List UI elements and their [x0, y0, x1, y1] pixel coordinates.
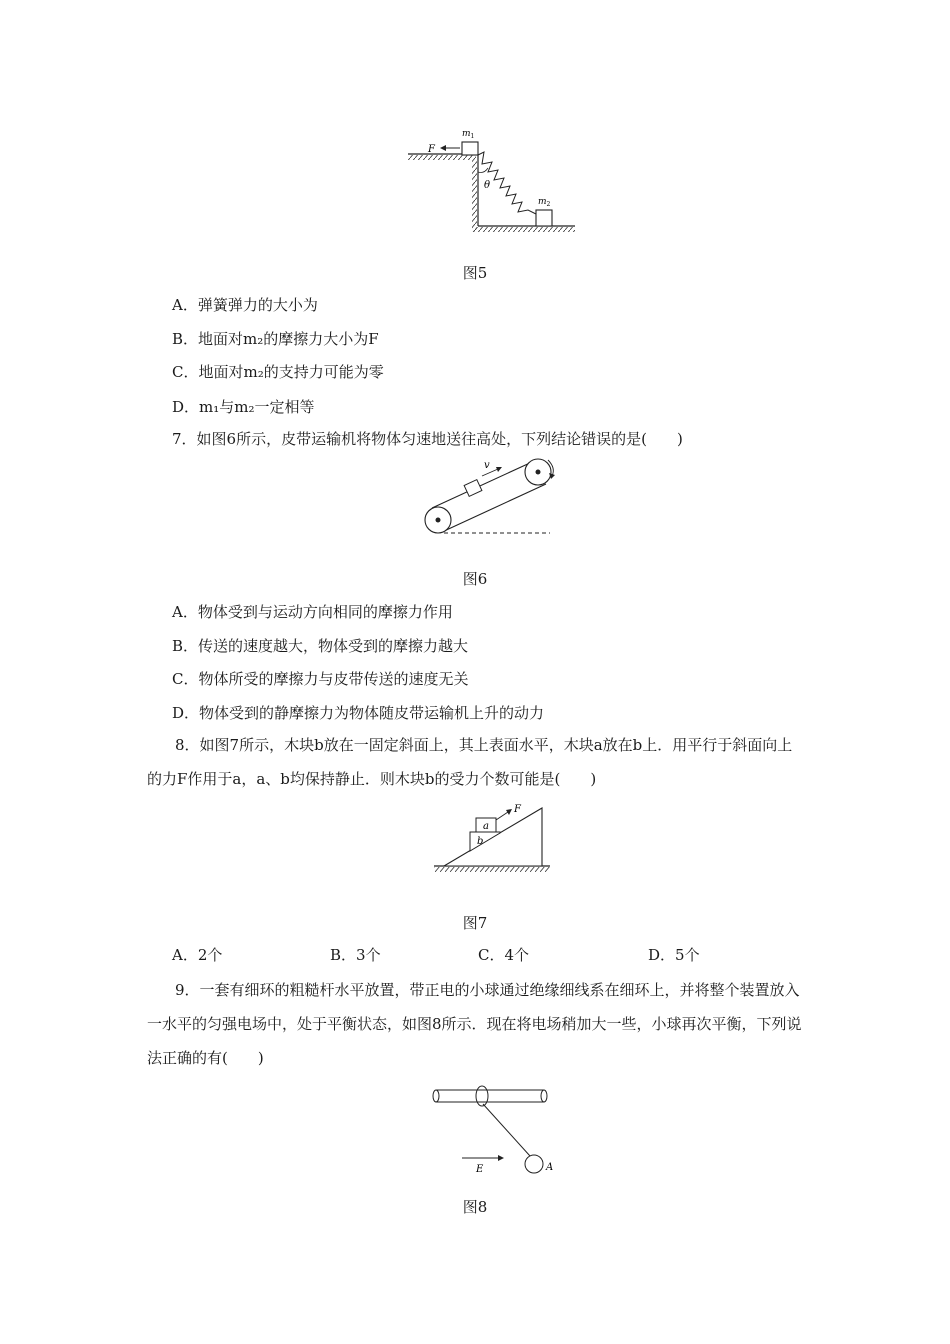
figure-7-incline: [430, 800, 555, 880]
q6-option-b: B．地面对m₂的摩擦力大小为F: [172, 330, 379, 348]
angle-label: θ: [484, 180, 491, 191]
field-label: E: [476, 1164, 484, 1175]
q8-option-a: A．2个: [172, 946, 223, 964]
m2-label: $m_2$: [538, 197, 551, 208]
q8-stem: 8．如图7所示，木块b放在一固定斜面上，其上表面水平，木块a放在b上．用平行于斜面向上的力F作用于a，a、b均保持静止．则木块b的受力个数可能是( ): [147, 736, 793, 788]
q8-option-d: D．5个: [648, 946, 700, 964]
ball-label: A: [546, 1162, 554, 1173]
q8-option-b: B．3个: [330, 946, 381, 964]
figure-5-spring-blocks: [400, 122, 580, 242]
figure-5-caption: 图5: [462, 264, 488, 282]
force-label: F: [514, 804, 521, 815]
q7-option-d: D．物体受到的静摩擦力为物体随皮带运输机上升的动力: [172, 704, 545, 722]
q7-stem: 7．如图6所示，皮带运输机将物体匀速地送往高处，下列结论错误的是( ): [172, 430, 683, 448]
q9-stem: 9．一套有细环的粗糙杆水平放置，带正电的小球通过绝缘细线系在细环上，并将整个装置放入一水平的匀强电场中，处于平衡状态，如图8所示．现在将电场稍加大一些，小球再次平衡，下列说法正确的有( ): [147, 981, 802, 1067]
label-b: b: [477, 836, 484, 847]
q6-option-c: C．地面对m₂的支持力可能为零: [172, 363, 384, 381]
q7-option-b: B．传送的速度越大，物体受到的摩擦力越大: [172, 637, 469, 655]
m1-label: $m_1$: [462, 129, 475, 140]
q6-option-d: D．m₁与m₂一定相等: [172, 398, 315, 416]
q7-option-a: A．物体受到与运动方向相同的摩擦力作用: [172, 603, 453, 621]
ball: [525, 1155, 543, 1173]
ring: [476, 1086, 488, 1106]
label-a: a: [483, 821, 489, 832]
force-label: F: [428, 144, 435, 155]
q8-option-c: C．4个: [478, 946, 530, 964]
block-m2: [536, 210, 552, 226]
block-m1: [462, 142, 478, 155]
figure-8-caption: 图8: [462, 1198, 488, 1216]
figure-7-caption: 图7: [462, 914, 488, 932]
conveyor-box: [464, 480, 482, 497]
figure-8-rod-ball: [428, 1082, 558, 1180]
q6-option-a: A．弹簧弹力的大小为: [172, 296, 318, 314]
figure-6-conveyor: [420, 454, 570, 540]
figure-6-caption: 图6: [462, 570, 488, 588]
q7-option-c: C．物体所受的摩擦力与皮带传送的速度无关: [172, 670, 469, 688]
velocity-label: v: [484, 460, 490, 471]
